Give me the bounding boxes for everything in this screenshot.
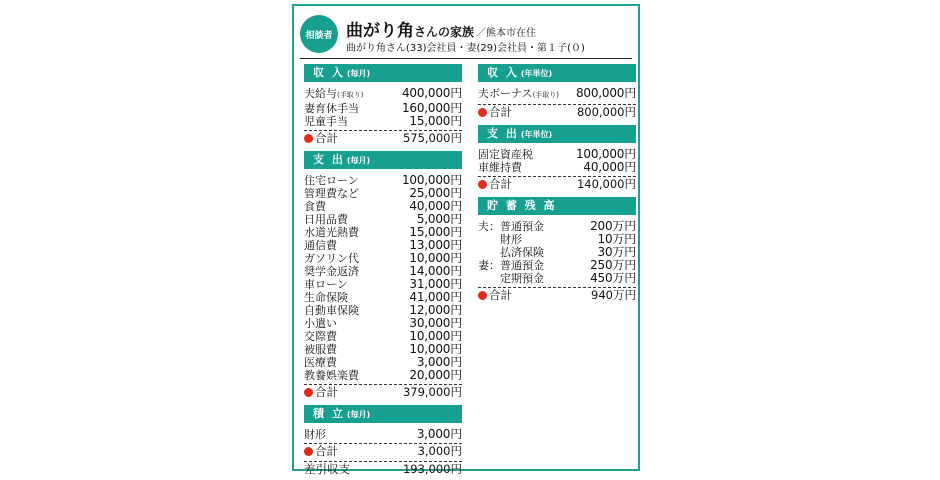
household-budget-card <box>292 4 640 476</box>
savings-monthly-rows <box>304 423 462 441</box>
expense-monthly-rows <box>304 169 462 382</box>
balance-total: 合計 940万円 <box>478 287 636 302</box>
income-yearly-row: 夫ボーナス(手取り) 800,000円 <box>478 86 636 100</box>
expense-monthly-header: 支 出 (毎月) <box>304 151 462 169</box>
expense-yearly-row: 固定資産税 100,000円 <box>478 147 636 161</box>
residence: ／熊本市在住 <box>476 28 537 39</box>
right-column <box>478 64 636 308</box>
expense-row: 交際費 10,000円 <box>304 329 462 343</box>
balance-header: 貯 蓄 残 高 <box>478 197 636 215</box>
net-balance-row: 差引収支 193,000円 <box>304 462 462 476</box>
red-dot-icon <box>304 134 313 143</box>
expense-row: 通信費 13,000円 <box>304 238 462 252</box>
expense-row: 日用品費 5,000円 <box>304 212 462 226</box>
expense-row: 車ローン 31,000円 <box>304 277 462 291</box>
savings-monthly-total: 合計 3,000円 <box>304 443 462 458</box>
expense-row: 医療費 3,000円 <box>304 355 462 369</box>
balance-row: 払済保険 30万円 <box>500 245 636 259</box>
expense-yearly-header: 支 出 (年単位) <box>478 125 636 143</box>
expense-row: 水道光熱費 15,000円 <box>304 225 462 239</box>
income-yearly-total: 合計 800,000円 <box>478 104 636 119</box>
expense-yearly-rows <box>478 143 636 174</box>
balance-rows <box>478 215 636 285</box>
expense-row: 奨学金返済 14,000円 <box>304 264 462 278</box>
red-dot-icon <box>478 180 487 189</box>
income-yearly-header: 収 入 (年単位) <box>478 64 636 82</box>
income-monthly-total: 合計 575,000円 <box>304 130 462 145</box>
expense-row: 食費 40,000円 <box>304 199 462 213</box>
income-row: 児童手当 15,000円 <box>304 114 462 128</box>
expense-row: 生命保険 41,000円 <box>304 290 462 304</box>
balance-row: 夫：普通預金 200万円 <box>478 219 636 233</box>
consultant-badge: 相談者 <box>300 15 338 53</box>
expense-monthly-total: 合計 379,000円 <box>304 384 462 399</box>
expense-row: ガソリン代 10,000円 <box>304 251 462 265</box>
income-monthly-header: 収 入 (毎月) <box>304 64 462 82</box>
income-row: 妻育休手当 160,000円 <box>304 101 462 115</box>
income-monthly-rows <box>304 82 462 128</box>
expense-yearly-row: 車維持費 40,000円 <box>478 160 636 174</box>
red-dot-icon <box>478 108 487 117</box>
savings-monthly-header: 積 立 (毎月) <box>304 405 462 423</box>
red-dot-icon <box>478 291 487 300</box>
expense-row: 被服費 10,000円 <box>304 342 462 356</box>
family-name: 曲がり角 <box>346 21 414 41</box>
expense-row: 教養娯楽費 20,000円 <box>304 368 462 382</box>
expense-row: 小遣い 30,000円 <box>304 316 462 330</box>
income-yearly-rows <box>478 82 636 102</box>
balance-row: 財形 10万円 <box>500 232 636 246</box>
balance-row: 妻：普通預金 250万円 <box>478 258 636 272</box>
red-dot-icon <box>304 447 313 456</box>
red-dot-icon <box>304 388 313 397</box>
family-members: 曲がり角さん(33)会社員・妻(29)会社員・第１子(０) <box>346 43 585 54</box>
income-row: 夫給与(手取り) 400,000円 <box>304 86 462 100</box>
expense-yearly-total: 合計 140,000円 <box>478 176 636 191</box>
expense-row: 住宅ローン 100,000円 <box>304 173 462 187</box>
balance-row: 定期預金 450万円 <box>500 271 636 285</box>
family-suffix: さんの家族 <box>414 25 475 39</box>
expense-row: 自動車保険 12,000円 <box>304 303 462 317</box>
left-column <box>304 64 462 476</box>
expense-row: 管理費など 25,000円 <box>304 186 462 200</box>
header-divider <box>300 58 632 59</box>
title-line <box>346 16 536 41</box>
savings-row: 財形 3,000円 <box>304 427 462 441</box>
